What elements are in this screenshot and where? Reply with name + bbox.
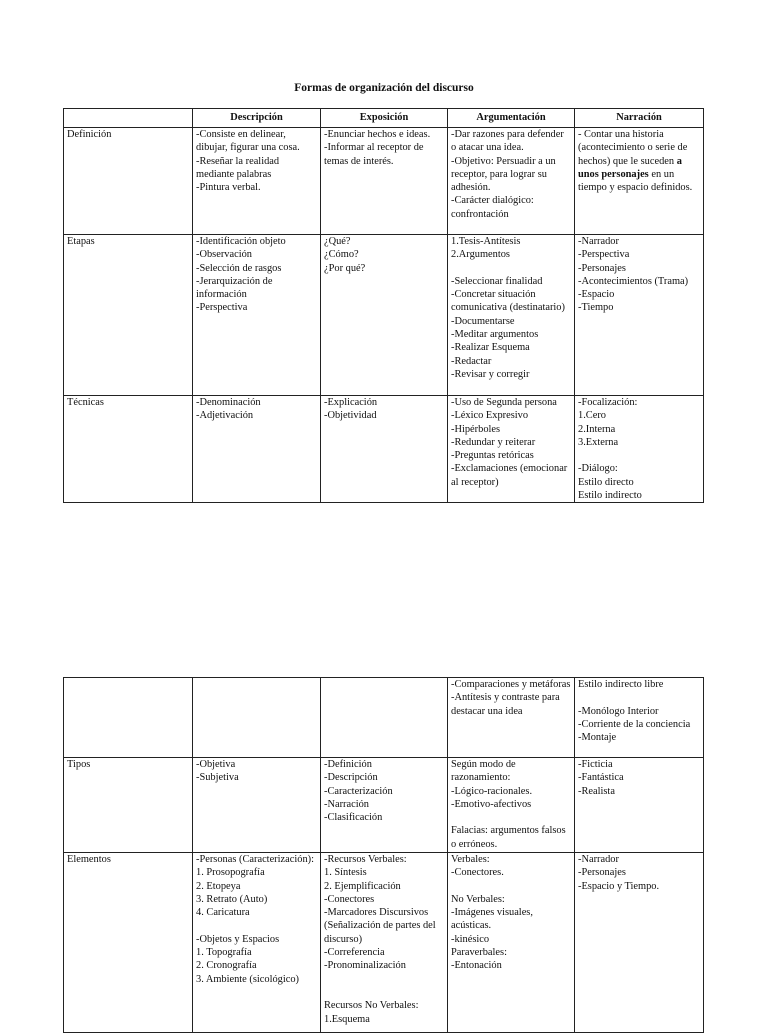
cell-text-line: -Emotivo-afectivos <box>451 798 532 810</box>
cell-text-line: 3. Retrato (Auto) <box>196 893 268 905</box>
cell-descripcion <box>193 853 321 1033</box>
cell-text-line: -Diálogo: <box>578 463 618 475</box>
cell-text-line: 1. Topografía <box>196 947 252 959</box>
cell-text-line: 1.Cero <box>578 410 606 422</box>
cell-text-line: Verbales: <box>451 854 490 865</box>
cell-text-line: -Clasificación <box>324 812 383 824</box>
cell-text-line: -Comparaciones y metáforas <box>451 679 571 690</box>
cell-text-line: -Adjetivación <box>196 410 254 422</box>
cell-text-line: -Realizar Esquema <box>451 342 530 354</box>
cell-descripcion <box>193 678 321 758</box>
table-row <box>64 396 704 503</box>
cell-text-line: -Redactar <box>451 355 492 367</box>
blank-line <box>451 262 571 275</box>
cell-text-line: -Recursos Verbales: <box>324 854 407 865</box>
blank-line <box>324 986 444 999</box>
cell-text-line: -Consiste en delinear, dibujar, figurar una cosa. <box>196 129 300 154</box>
cell-text-line: -Monólogo Interior <box>578 705 659 717</box>
narracion-definition-part: - Contar una historia (acontecimiento o serie de hechos) que le suceden <box>578 129 688 167</box>
cell-text-line: 2.Argumentos <box>451 249 510 261</box>
cell-text-line: Paraverbales: <box>451 947 507 959</box>
cell-text-line: -Enunciar hechos e ideas. <box>324 129 431 140</box>
cell-narracion <box>575 758 704 853</box>
cell-text-line: -Fantástica <box>578 772 624 784</box>
narracion-definition-emphasis: a unos personajes <box>578 155 682 180</box>
blank-line <box>196 919 317 932</box>
cell-text-line: ¿Qué? <box>324 236 351 247</box>
cell-text-line: No Verbales: <box>451 893 505 905</box>
cell-text-line: Estilo indirecto libre <box>578 679 664 690</box>
cell-text-line: -Preguntas retóricas <box>451 450 534 462</box>
cell-descripcion <box>193 128 321 235</box>
blank-line <box>451 811 571 824</box>
row-label-continued <box>64 678 193 758</box>
blank-line <box>451 880 571 893</box>
cell-text-line: -Objetiva <box>196 759 236 770</box>
cell-exposicion <box>321 128 448 235</box>
cell-text-line: -Léxico Expresivo <box>451 410 529 422</box>
cell-text-line: -Espacio <box>578 289 615 301</box>
cell-text-line: -Corriente de la conciencia <box>578 718 691 730</box>
cell-exposicion <box>321 758 448 853</box>
blank-line <box>324 973 444 986</box>
cell-descripcion <box>193 235 321 396</box>
header-narracion: Narración <box>575 109 704 128</box>
cell-text-line: -Narrador <box>578 854 619 865</box>
cell-text-line: -Montaje <box>578 732 617 744</box>
table-row <box>64 235 704 396</box>
cell-text-line: -Focalización: <box>578 397 638 408</box>
cell-text-line: 4. Caricatura <box>196 907 250 919</box>
cell-text-line: Según modo de razonamiento: <box>451 759 519 784</box>
cell-text-line: 1. Síntesis <box>324 867 367 879</box>
comparison-table-top <box>63 108 704 503</box>
cell-text-line: -Lógico-racionales. <box>451 785 533 797</box>
blank-line <box>578 449 700 462</box>
cell-text-line: -Pintura verbal. <box>196 182 261 194</box>
cell-narracion <box>575 128 704 235</box>
cell-text-line: 2. Etopeya <box>196 880 241 892</box>
cell-text-line: -Carácter dialógico: confrontación <box>451 195 537 220</box>
cell-text-line: -Entonación <box>451 960 502 972</box>
cell-text-line: -Personajes <box>578 867 626 879</box>
cell-text-line: 3.Externa <box>578 436 619 448</box>
cell-text-line: -Concretar situación comunicativa (destinatario) <box>451 289 565 314</box>
cell-exposicion <box>321 235 448 396</box>
cell-text-line: -kinésico <box>451 933 490 945</box>
cell-text-line: -Pronominalización <box>324 960 406 972</box>
header-corner <box>64 109 193 128</box>
cell-text-line: -Espacio y Tiempo. <box>578 880 660 892</box>
cell-text-line: Falacias: argumentos falsos o erróneos. <box>451 825 569 850</box>
cell-argumentacion <box>448 235 575 396</box>
cell-text-line: -Conectores. <box>451 867 504 879</box>
cell-argumentacion <box>448 853 575 1033</box>
cell-text-line: -Conectores <box>324 893 375 905</box>
cell-text-line: -Denominación <box>196 397 261 408</box>
cell-text-line: -Caracterización <box>324 785 393 797</box>
cell-text-line: -Marcadores Discursivos (Señalización de partes del discurso) <box>324 907 439 945</box>
cell-text-line: -Imágenes visuales, acústicas. <box>451 907 536 932</box>
cell-text-line: -Perspectiva <box>196 302 248 314</box>
cell-text-line: -Ficticia <box>578 759 613 770</box>
cell-text-line: -Jerarquización de información <box>196 275 276 301</box>
cell-text-line: 3. Ambiente (sicológico) <box>196 973 300 985</box>
cell-text-line: -Personas (Caracterización): <box>196 854 314 865</box>
cell-text-line: Estilo indirecto <box>578 490 642 502</box>
cell-text-line: -Correferencia <box>324 947 385 959</box>
comparison-table-bottom <box>63 677 704 1033</box>
cell-text-line: -Revisar y corregir <box>451 368 530 380</box>
cell-text-line: 2. Cronografía <box>196 960 257 972</box>
cell-narracion <box>575 678 704 758</box>
cell-text-line: 1. Prosopografía <box>196 867 265 879</box>
cell-text-line: -Personajes <box>578 262 626 274</box>
cell-descripcion <box>193 396 321 503</box>
cell-text-line: -Realista <box>578 785 615 797</box>
cell-text-line: -Objetivo: Persuadir a un receptor, para lograr su adhesión. <box>451 155 559 194</box>
cell-exposicion <box>321 853 448 1033</box>
cell-text-line: -Uso de Segunda persona <box>451 397 557 408</box>
table-row <box>64 853 704 1033</box>
cell-text-line: -Definición <box>324 759 372 770</box>
cell-text-line: -Narración <box>324 798 369 810</box>
blank-line <box>578 691 700 704</box>
cell-text-line: -Subjetiva <box>196 772 239 784</box>
cell-narracion <box>575 396 704 503</box>
cell-argumentacion <box>448 396 575 503</box>
cell-text-line: -Explicación <box>324 397 378 408</box>
cell-text-line: 1.Esquema <box>324 1013 370 1025</box>
document-title: Formas de organización del discurso <box>294 82 474 94</box>
cell-text-line: -Objetos y Espacios <box>196 933 280 945</box>
cell-text-line: -Hipérboles <box>451 423 501 435</box>
row-label-definicion: Definición <box>64 128 193 235</box>
cell-text-line: -Dar razones para defender o atacar una idea. <box>451 129 567 154</box>
cell-text-line: -Tiempo <box>578 302 614 314</box>
header-row <box>64 109 704 128</box>
cell-text-line: -Meditar argumentos <box>451 329 539 341</box>
header-descripcion: Descripción <box>193 109 321 128</box>
cell-exposicion <box>321 678 448 758</box>
cell-argumentacion <box>448 678 575 758</box>
cell-text-line: -Observación <box>196 249 252 261</box>
cell-text-line: 2. Ejemplificación <box>324 880 401 892</box>
cell-text-line: -Perspectiva <box>578 249 630 261</box>
cell-descripcion <box>193 758 321 853</box>
narracion-definition-part: en un tiempo y espacio definidos. <box>578 168 693 194</box>
cell-text-line: -Acontecimientos (Trama) <box>578 275 689 287</box>
cell-text-line: -Seleccionar finalidad <box>451 275 543 287</box>
table-row <box>64 128 704 235</box>
cell-argumentacion <box>448 128 575 235</box>
cell-text-line: ¿Por qué? <box>324 262 366 274</box>
header-exposicion: Exposición <box>321 109 448 128</box>
cell-text-line: -Selección de rasgos <box>196 262 282 274</box>
cell-text-line: -Reseñar la realidad mediante palabras <box>196 155 282 180</box>
row-label-elementos: Elementos <box>64 853 193 1033</box>
cell-exposicion <box>321 396 448 503</box>
table-row <box>64 758 704 853</box>
cell-text-line: -Redundar y reiterar <box>451 436 536 448</box>
cell-text-line: -Descripción <box>324 772 378 784</box>
cell-text-line: 1.Tesis-Antítesis <box>451 236 521 247</box>
cell-text-line: 2.Interna <box>578 423 616 435</box>
cell-narracion <box>575 853 704 1033</box>
cell-text-line: -Documentarse <box>451 315 515 327</box>
cell-text-line: -Exclamaciones (emocionar al receptor) <box>451 463 570 488</box>
cell-text-line: ¿Cómo? <box>324 249 359 261</box>
cell-text-line: -Antítesis y contraste para destacar una idea <box>451 692 563 717</box>
narracion-definition-text <box>578 129 692 193</box>
cell-text-line: Recursos No Verbales: <box>324 1000 419 1012</box>
header-argumentacion: Argumentación <box>448 109 575 128</box>
cell-text-line: -Narrador <box>578 236 619 247</box>
cell-text-line: Estilo directo <box>578 476 634 488</box>
row-label-tipos: Tipos <box>64 758 193 853</box>
cell-narracion <box>575 235 704 396</box>
cell-text-line: -Informar al receptor de temas de interés. <box>324 142 427 167</box>
cell-text-line: -Identificación objeto <box>196 236 286 247</box>
table-row <box>64 678 704 758</box>
row-label-etapas: Etapas <box>64 235 193 396</box>
cell-argumentacion <box>448 758 575 853</box>
cell-text-line: -Objetividad <box>324 410 377 422</box>
row-label-tecnicas: Técnicas <box>64 396 193 503</box>
